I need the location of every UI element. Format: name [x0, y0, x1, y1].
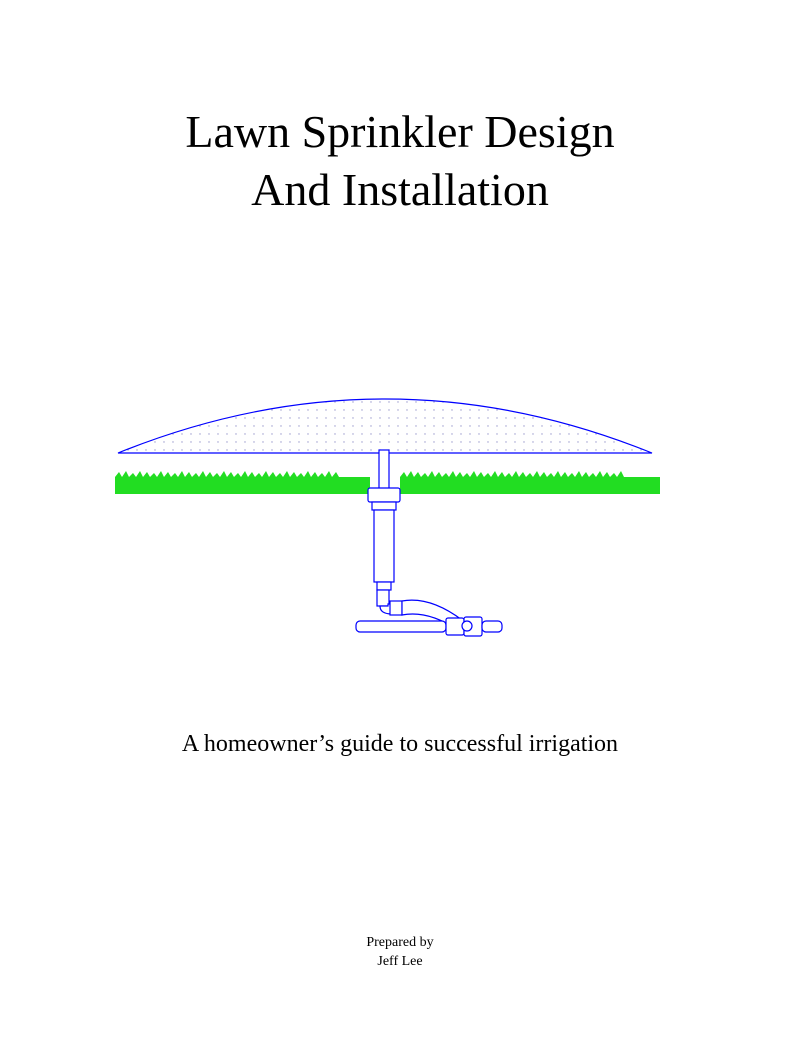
title-line-2: And Installation [251, 164, 549, 215]
main-pipe [356, 617, 502, 636]
grass-left [115, 471, 370, 494]
credit-author: Jeff Lee [377, 954, 423, 969]
sprinkler-head [368, 450, 400, 590]
credit-prepared-by: Prepared by [366, 935, 434, 950]
title-line-1: Lawn Sprinkler Design [185, 106, 615, 157]
grass-right [400, 471, 660, 494]
subtitle: A homeowner’s guide to successful irrigation [181, 731, 619, 757]
sprinkler-illustration [0, 380, 800, 660]
spray-arc [118, 399, 652, 453]
